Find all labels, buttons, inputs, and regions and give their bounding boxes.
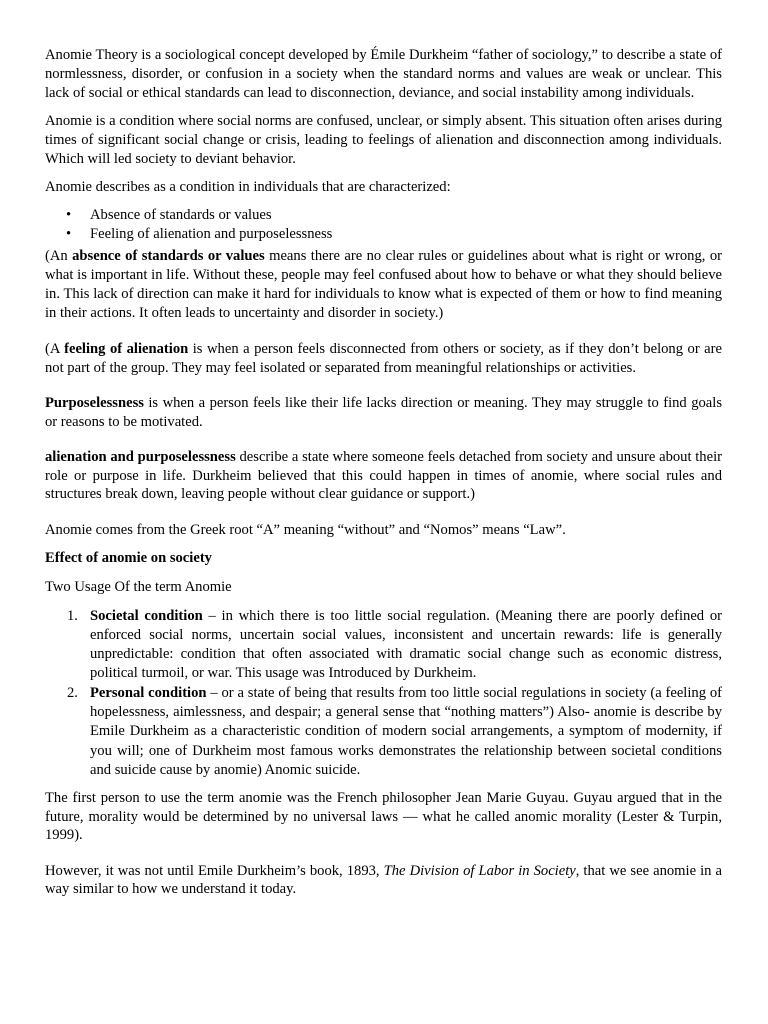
absence-term: absence of standards or values [72, 248, 265, 264]
anomie-condition-paragraph: Anomie is a condition where social norms are confused, unclear, or simply absent. This situation often arises during times of significant social change or crisis, leading to feelings of alienation and disconnection among individuals. Which will led society to deviant behavior. [45, 113, 722, 167]
bullet-icon: • [66, 207, 72, 223]
greek-root-paragraph: Anomie comes from the Greek root “A” meaning “without” and “Nomos” means “Law”. [45, 521, 566, 538]
alienation-purposelessness-definition: alienation and purposelessness describe a state where someone feels detached from society and unsure about their role or purpose in life. Durkheim believed that this could happen in times of anomie, where social rules and structures break down, leaving people without clear guidance or support.) [45, 449, 722, 502]
alienation-term: feeling of alienation [64, 341, 189, 357]
effect-heading: Effect of anomie on society [45, 549, 212, 566]
book-title: The Division of Labor in Society [383, 862, 576, 879]
characteristics-intro: Anomie describes as a condition in individuals that are characterized: [45, 179, 451, 195]
purposelessness-definition: Purposelessness is when a person feels like their life lacks direction or meaning. They may struggle to find goals or reasons to be motivated. [45, 395, 722, 430]
division-of-labor-paragraph: However, it was not until Emile Durkheim’s book, 1893, The Division of Labor in Society, that we see anomie in a way similar to how we understand it today. [45, 862, 722, 898]
usage-term: Personal condition [90, 684, 207, 701]
list-item: 1. Societal condition – in which there is too little social regulation. (Meaning there are poorly defined or enforced social norms, uncertain social values, inconsistent and uncertain rewards: life is generally unpredictable: condition that often associated with dramatic social change such as economic distress, political turmoil, or war. This usage was Introduced by Durkheim. [67, 607, 722, 682]
alienation-definition: (A feeling of alienation is when a person feels disconnected from others or society, as if they don’t belong or are not part of the group. They may feel isolated or separated from meaningful relationships or activities. [45, 341, 722, 376]
intro-paragraph: Anomie Theory is a sociological concept developed by Émile Durkheim “father of sociology,” to describe a state of normlessness, disorder, or confusion in a society when the standard norms and values are weak or unclear. This lack of social or ethical standards can lead to disconnection, deviance, and social instability among individuals. [45, 47, 722, 101]
bullet-icon: • [66, 226, 72, 242]
alienation-purposelessness-term: alienation and purposelessness [45, 449, 236, 465]
usage-list [45, 607, 722, 781]
list-item: • Absence of standards or values [66, 207, 272, 223]
purposelessness-term: Purposelessness [45, 395, 144, 411]
absence-definition: (An absence of standards or values means there are no clear rules or guidelines about what is right or wrong, or what is important in life. Without these, people may feel confused about how to behave or what they should believe in. This lack of direction can make it hard for individuals to know what is expected of them or how to find meaning in their actions. It often leads to uncertainty and disorder in society.) [45, 248, 722, 321]
document-page [45, 46, 722, 899]
usage-heading: Two Usage Of the term Anomie [45, 578, 232, 595]
usage-term: Societal condition [90, 607, 203, 624]
characteristics-list [45, 206, 722, 244]
list-item: • Feeling of alienation and purposelessness [66, 226, 333, 242]
list-item: 2. Personal condition – or a state of being that results from too little social regulations in society (a feeling of hopelessness, aimlessness, and despair; a general sense that “nothing matters”) Also- anomie is describe by Emile Durkheim as a characteristic condition of modern social arrangements, a symptom of modernity, if you will; one of Durkheim most famous works demonstrates the relationship between societal conditions and suicide cause by anomie) Anomic suicide. [67, 684, 722, 778]
guyau-paragraph: The first person to use the term anomie was the French philosopher Jean Marie Guyau. Guyau argued that in the future, morality would be determined by no universal laws — what he called anomic morality (Lester & Turpin, 1999). [45, 790, 722, 844]
